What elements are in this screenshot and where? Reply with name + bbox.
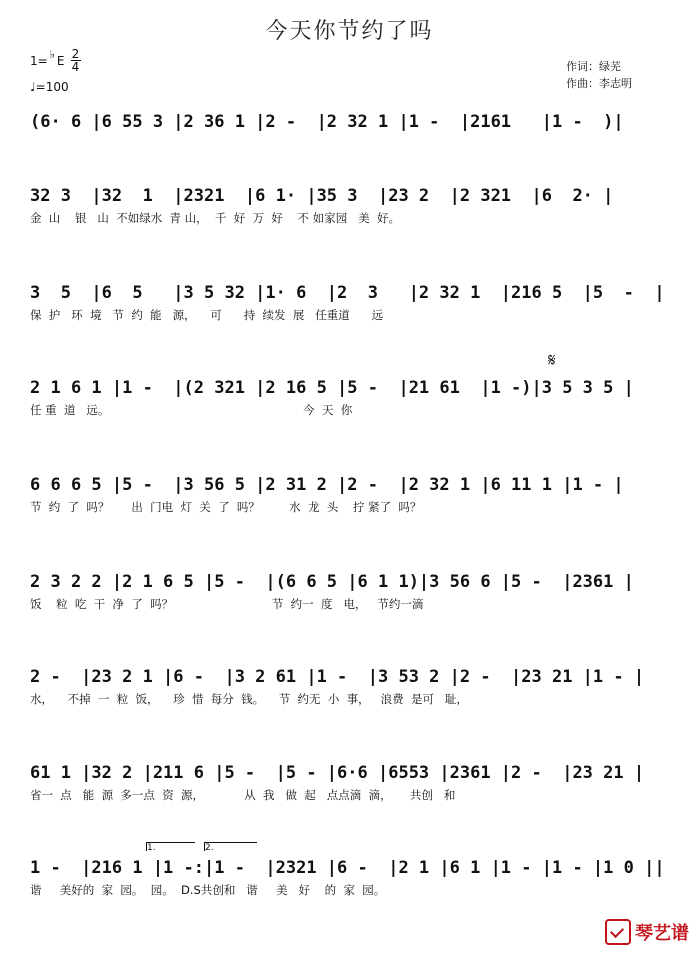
tempo-marking bbox=[30, 79, 81, 95]
notes: 2 - |23 2 1 |6 - |3 2 61 |1 - |3 53 2 |2 - |23 21 |1 - | bbox=[30, 667, 645, 687]
composer: 作曲：李志明 bbox=[566, 77, 632, 90]
lyricist: 作词：绿芜 bbox=[566, 60, 621, 73]
score-line-4 bbox=[30, 378, 670, 418]
score-line-3 bbox=[30, 283, 670, 323]
lyrics: 水， 不掉 一 粒 饭， 珍 惜 每分 钱。 节 约无 小 事， 浪费 是可 耻， bbox=[30, 692, 468, 706]
site-logo bbox=[605, 919, 689, 945]
volta-2: 2. bbox=[204, 842, 257, 851]
key-signature bbox=[30, 48, 81, 73]
notes: 2 3 2 2 |2 1 6 5 |5 - |(6 6 5 |6 1 1)|3 56 6 |5 - |2361 | bbox=[30, 572, 634, 592]
tempo-text: =100 bbox=[35, 80, 69, 94]
segno-icon: 𝄋 bbox=[548, 350, 556, 371]
score-line-1 bbox=[30, 112, 670, 152]
key-prefix: 1= bbox=[30, 53, 48, 68]
time-signature bbox=[71, 48, 81, 73]
tempo-note-icon: ♩ bbox=[30, 80, 36, 94]
lyrics: 任 重 道 远。 今 天 你 bbox=[30, 403, 353, 417]
key-and-tempo bbox=[30, 48, 81, 95]
credits bbox=[566, 58, 632, 92]
notes: 2 1 6 1 |1 - |(2 321 |2 16 5 |5 - |21 61 |1 -)|3 5 3 5 | bbox=[30, 378, 634, 398]
score-line-8 bbox=[30, 763, 670, 803]
lyrics: 省一 点 能 源 多一点 资 源， 从 我 做 起 点点滴 滴， 共创 和 bbox=[30, 788, 456, 802]
song-title: 今天你节约了吗 bbox=[265, 19, 434, 44]
notes: 32 3 |32 1 |2321 |6 1· |35 3 |23 2 |2 321 |6 2· | bbox=[30, 186, 614, 206]
lyrics: 保 护 环 境 节 约 能 源， 可 持 续发 展 任重道 远 bbox=[30, 308, 384, 322]
time-bottom: 4 bbox=[71, 60, 80, 74]
key-flat: ♭ bbox=[49, 47, 55, 61]
lyrics: 金 山 银 山 不如绿水 青 山， 千 好 万 好 不 如家园 美 好。 bbox=[30, 211, 400, 225]
logo-text: 琴艺谱 bbox=[635, 923, 689, 944]
time-top: 2 bbox=[71, 47, 80, 61]
score-line-7 bbox=[30, 667, 670, 707]
notes: 61 1 |32 2 |211 6 |5 - |5 - |6·6 |6553 |2361 |2 - |23 21 | bbox=[30, 763, 645, 783]
lyrics: 谐 美好的 家 园。 园。 D.S共创和 谐 美 好 的 家 园。 bbox=[30, 883, 386, 897]
score-line-2 bbox=[30, 186, 670, 226]
volta-1: 1. bbox=[146, 842, 195, 851]
score-line-5 bbox=[30, 475, 670, 515]
notes: 3 5 |6 5 |3 5 32 |1· 6 |2 3 |2 32 1 |216 5 |5 - | bbox=[30, 283, 665, 303]
score-line-6 bbox=[30, 572, 670, 612]
notes: (6· 6 |6 55 3 |2 36 1 |2 - |2 32 1 |1 - |2161 |1 - )| bbox=[30, 112, 624, 132]
lyrics: 节 约 了 吗？ 出 门电 灯 关 了 吗？ 水 龙 头 拧 紧了 吗？ bbox=[30, 500, 422, 514]
lyrics: 饭 粒 吃 干 净 了 吗？ 节 约一 度 电， 节约一滴 bbox=[30, 597, 424, 611]
key-note: E bbox=[56, 53, 65, 68]
logo-icon bbox=[605, 919, 631, 945]
notes: 1 - |216 1 |1 -:|1 - |2321 |6 - |2 1 |6 1 |1 - |1 - |1 0 || bbox=[30, 858, 665, 878]
notes: 6 6 6 5 |5 - |3 56 5 |2 31 2 |2 - |2 32 1 |6 11 1 |1 - | bbox=[30, 475, 624, 495]
score-line-9 bbox=[30, 858, 670, 898]
lyrics bbox=[30, 136, 670, 152]
